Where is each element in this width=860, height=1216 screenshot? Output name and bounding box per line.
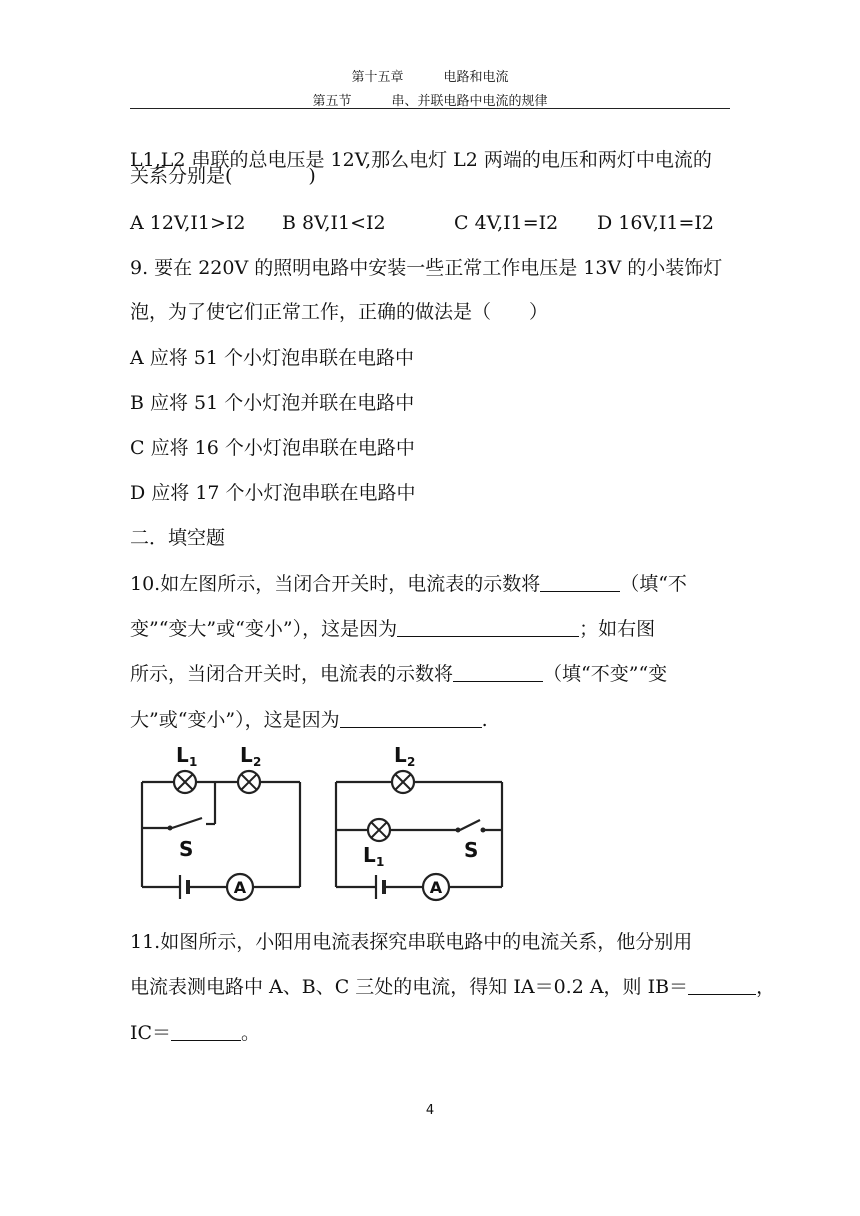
q10-text-7: 大”或“变小”），这是因为 bbox=[130, 709, 340, 731]
q8-option-b: B 8V,I1<I2 bbox=[282, 212, 386, 234]
label-l2-sub: 2 bbox=[253, 755, 262, 769]
label-l1-sub: 1 bbox=[189, 755, 198, 769]
switch-pivot-icon bbox=[168, 826, 173, 831]
q9-option-b: B 应将 51 个小灯泡并联在电路中 bbox=[130, 392, 415, 414]
header-rule bbox=[130, 108, 730, 109]
chapter-title: 电路和电流 bbox=[443, 70, 509, 85]
q11-line-2 bbox=[130, 975, 775, 999]
page-number: 4 bbox=[425, 1103, 435, 1118]
label-l2: L bbox=[240, 743, 253, 767]
q9-option-a: A 应将 51 个小灯泡串联在电路中 bbox=[130, 347, 415, 369]
q9-line-2: 泡，为了使它们正常工作，正确的做法是（ ） bbox=[130, 301, 549, 323]
label-l2-sub: 2 bbox=[407, 755, 416, 769]
chapter-label: 第十五章 bbox=[351, 70, 404, 85]
q9-line-1: 9. 要在 220V 的照明电路中安装一些正常工作电压是 13V 的小装饰灯 bbox=[130, 257, 723, 279]
right-circuit-diagram bbox=[330, 742, 510, 907]
q11-text-4: 。 bbox=[241, 1022, 261, 1044]
q10-text-2: （填“不 bbox=[620, 573, 687, 595]
q9-option-c: C 应将 16 个小灯泡串联在电路中 bbox=[130, 437, 415, 459]
q8-options bbox=[130, 211, 714, 235]
chapter-header bbox=[0, 66, 860, 85]
switch-pivot-icon bbox=[456, 828, 461, 833]
lamp-l2-icon bbox=[392, 771, 414, 793]
q9-option-d: D 应将 17 个小灯泡串联在电路中 bbox=[130, 482, 416, 504]
label-switch: S bbox=[179, 837, 194, 861]
q10-line-1 bbox=[130, 572, 687, 596]
q11-text-3: IC＝ bbox=[130, 1022, 172, 1044]
q10-text-5: 所示，当闭合开关时，电流表的示数将 bbox=[130, 663, 454, 685]
section-title: 串、并联电路中电流的规律 bbox=[391, 94, 548, 109]
q10-text-4: ；如右图 bbox=[579, 618, 656, 640]
lamp-l1-icon bbox=[368, 819, 390, 841]
q10-text-8: . bbox=[481, 709, 488, 731]
q8-option-d: D 16V,I1=I2 bbox=[597, 212, 714, 234]
q8-line-1: L1,L2 串联的总电压是 12V,那么电灯 L2 两端的电压和两灯中电流的 bbox=[130, 149, 712, 171]
section-header bbox=[0, 90, 860, 109]
q11-line-1: 11.如图所示，小阳用电流表探究串联电路中的电流关系，他分别用 bbox=[130, 931, 693, 953]
q10-text-1: 10.如左图所示，当闭合开关时，电流表的示数将 bbox=[130, 573, 541, 595]
label-l1-sub: 1 bbox=[376, 855, 385, 869]
q10-blank-4[interactable] bbox=[340, 709, 482, 728]
q10-line-4 bbox=[130, 708, 488, 732]
q11-blank-ic[interactable] bbox=[171, 1022, 241, 1041]
label-l2: L bbox=[394, 743, 407, 767]
section-fill-in-title: 二．填空题 bbox=[130, 527, 226, 549]
ammeter-label: A bbox=[233, 878, 247, 897]
q10-blank-1[interactable] bbox=[540, 573, 620, 592]
q10-blank-2[interactable] bbox=[397, 618, 579, 637]
q11-text-2: ， bbox=[756, 976, 776, 998]
q10-line-3 bbox=[130, 662, 667, 686]
ammeter-label: A bbox=[429, 878, 443, 897]
section-label: 第五节 bbox=[312, 94, 352, 109]
left-circuit-diagram bbox=[130, 742, 305, 907]
q8-stem-end: 关系分别是( ) bbox=[130, 165, 316, 187]
q11-text-1: 电流表测电路中 A、B、C 三处的电流，得知 IA＝0.2 A，则 IB＝ bbox=[130, 976, 689, 998]
ammeter-icon bbox=[227, 874, 253, 900]
label-switch: S bbox=[464, 838, 479, 862]
ammeter-icon bbox=[423, 874, 449, 900]
q8-option-c: C 4V,I1=I2 bbox=[454, 212, 559, 234]
switch-contact-icon bbox=[481, 828, 486, 833]
q8-option-a: A 12V,I1>I2 bbox=[130, 212, 246, 234]
lamp-l1-icon bbox=[174, 771, 196, 793]
label-l1: L bbox=[176, 743, 189, 767]
lamp-l2-icon bbox=[238, 771, 260, 793]
q10-text-6: （填“不变”“变 bbox=[543, 663, 668, 685]
q10-text-3: 变”“变大”或“变小”），这是因为 bbox=[130, 618, 398, 640]
q8-line-2 bbox=[130, 164, 316, 188]
q11-line-3 bbox=[130, 1021, 260, 1045]
q10-line-2 bbox=[130, 617, 655, 641]
q10-blank-3[interactable] bbox=[453, 663, 543, 682]
label-l1: L bbox=[363, 843, 376, 867]
q11-blank-ib[interactable] bbox=[688, 976, 756, 995]
